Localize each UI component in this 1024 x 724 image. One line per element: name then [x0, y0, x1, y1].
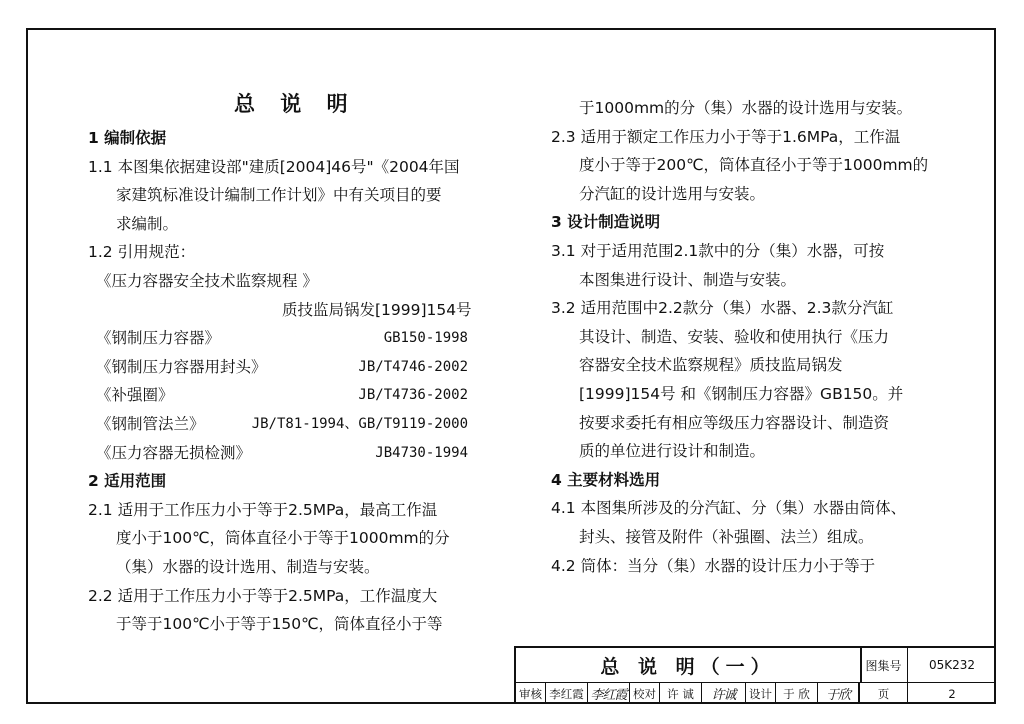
standard-name: 《钢制管法兰》	[96, 414, 205, 433]
paragraph-line: 其设计、制造、安装、验收和使用执行《压力	[579, 327, 890, 346]
standard-row	[88, 324, 468, 353]
standard-code: JB4730-1994	[375, 444, 468, 461]
title-block	[514, 646, 996, 704]
paragraph-line: [1999]154号 和《钢制压力容器》GB150。并	[579, 384, 904, 403]
design-name: 于 欣	[776, 683, 818, 704]
standard-row	[88, 381, 468, 410]
design-signature: 于欣	[818, 683, 860, 704]
paragraph-line: 封头、接管及附件（补强圈、法兰）组成。	[579, 527, 874, 546]
paragraph-line: 容器安全技术监察规程》质技监局锅发	[579, 356, 843, 375]
standard-code: JB/T4746-2002	[358, 358, 468, 375]
paragraph-line: 求编制。	[116, 214, 179, 233]
standard-code: GB150-1998	[383, 330, 468, 347]
paragraph-line: 家建筑标准设计编制工作计划》中有关项目的要	[116, 186, 442, 205]
atlas-label: 图集号	[860, 648, 908, 682]
paragraph-line: 质的单位进行设计和制造。	[579, 442, 766, 461]
review-signature: 李红霞	[588, 683, 630, 704]
standard-row	[88, 439, 468, 468]
check-label: 校对	[630, 683, 660, 704]
paragraph-line: 度小于100℃，筒体直径小于等于1000mm的分	[116, 529, 450, 548]
title-block-signature-row	[516, 683, 996, 706]
title-block-top-row	[516, 648, 996, 683]
paragraph-line: 分汽缸的设计选用与安装。	[579, 184, 766, 203]
paragraph-line: 3.1 对于适用范围2.1款中的分（集）水器，可按	[551, 241, 885, 260]
left-column	[88, 124, 472, 639]
standard-code: JB/T81-1994、GB/T9119-2000	[251, 415, 468, 432]
paragraph-line: 2.3 适用于额定工作压力小于等于1.6MPa，工作温	[551, 127, 901, 146]
paragraph-line: 于1000mm的分（集）水器的设计选用与安装。	[579, 99, 913, 117]
standard-issuer: 质技监局锅发[1999]154号	[282, 300, 472, 319]
page-title: 总 说 明	[234, 92, 357, 116]
design-label: 设计	[746, 683, 776, 704]
section-heading: 4 主要材料选用	[551, 470, 661, 489]
drawing-title: 总 说 明（一）	[516, 648, 862, 682]
paragraph-line: 度小于等于200℃，筒体直径小于等于1000mm的	[579, 156, 929, 175]
paragraph-line: 按要求委托有相应等级压力容器设计、制造资	[579, 413, 890, 432]
paragraph-line: 1.1 本图集依据建设部"建质[2004]46号"《2004年国	[88, 157, 460, 176]
section-heading: 1 编制依据	[88, 129, 167, 147]
standard-name: 《钢制压力容器用封头》	[96, 357, 267, 376]
paragraph-line: 4.2 筒体：当分（集）水器的设计压力小于等于	[551, 556, 876, 575]
page-label: 页	[860, 683, 908, 704]
section-heading: 3 设计制造说明	[551, 213, 661, 232]
standard-name: 《补强圈》	[96, 386, 174, 405]
paragraph-line: 2.2 适用于工作压力小于等于2.5MPa，工作温度大	[88, 586, 438, 605]
paragraph-line: 3.2 适用范围中2.2款分（集）水器、2.3款分汽缸	[551, 299, 894, 318]
standard-title: 《压力容器安全技术监察规程 》	[96, 271, 318, 290]
page-number: 2	[948, 686, 956, 701]
check-name: 许 诚	[660, 683, 702, 704]
review-name: 李红霞	[546, 683, 588, 704]
paragraph-line: 于等于100℃小于等于150℃，筒体直径小于等	[116, 615, 443, 634]
check-signature: 许诚	[702, 683, 746, 704]
standard-code: JB/T4736-2002	[358, 387, 468, 404]
paragraph-line: 2.1 适用于工作压力小于等于2.5MPa，最高工作温	[88, 500, 438, 519]
paragraph-line: 1.2 引用规范：	[88, 243, 196, 262]
right-column	[551, 94, 928, 580]
standard-row	[88, 353, 468, 382]
paragraph-line: （集）水器的设计选用、制造与安装。	[116, 557, 380, 576]
paragraph-line: 本图集进行设计、制造与安装。	[579, 270, 797, 289]
section-heading: 2 适用范围	[88, 472, 167, 491]
review-label: 审核	[516, 683, 546, 704]
paragraph-line: 4.1 本图集所涉及的分汽缸、分（集）水器由筒体、	[551, 499, 907, 518]
atlas-number: 05K232	[928, 658, 976, 672]
standard-name: 《钢制压力容器》	[96, 329, 221, 348]
standard-row	[88, 410, 468, 439]
standard-name: 《压力容器无损检测》	[96, 443, 252, 462]
